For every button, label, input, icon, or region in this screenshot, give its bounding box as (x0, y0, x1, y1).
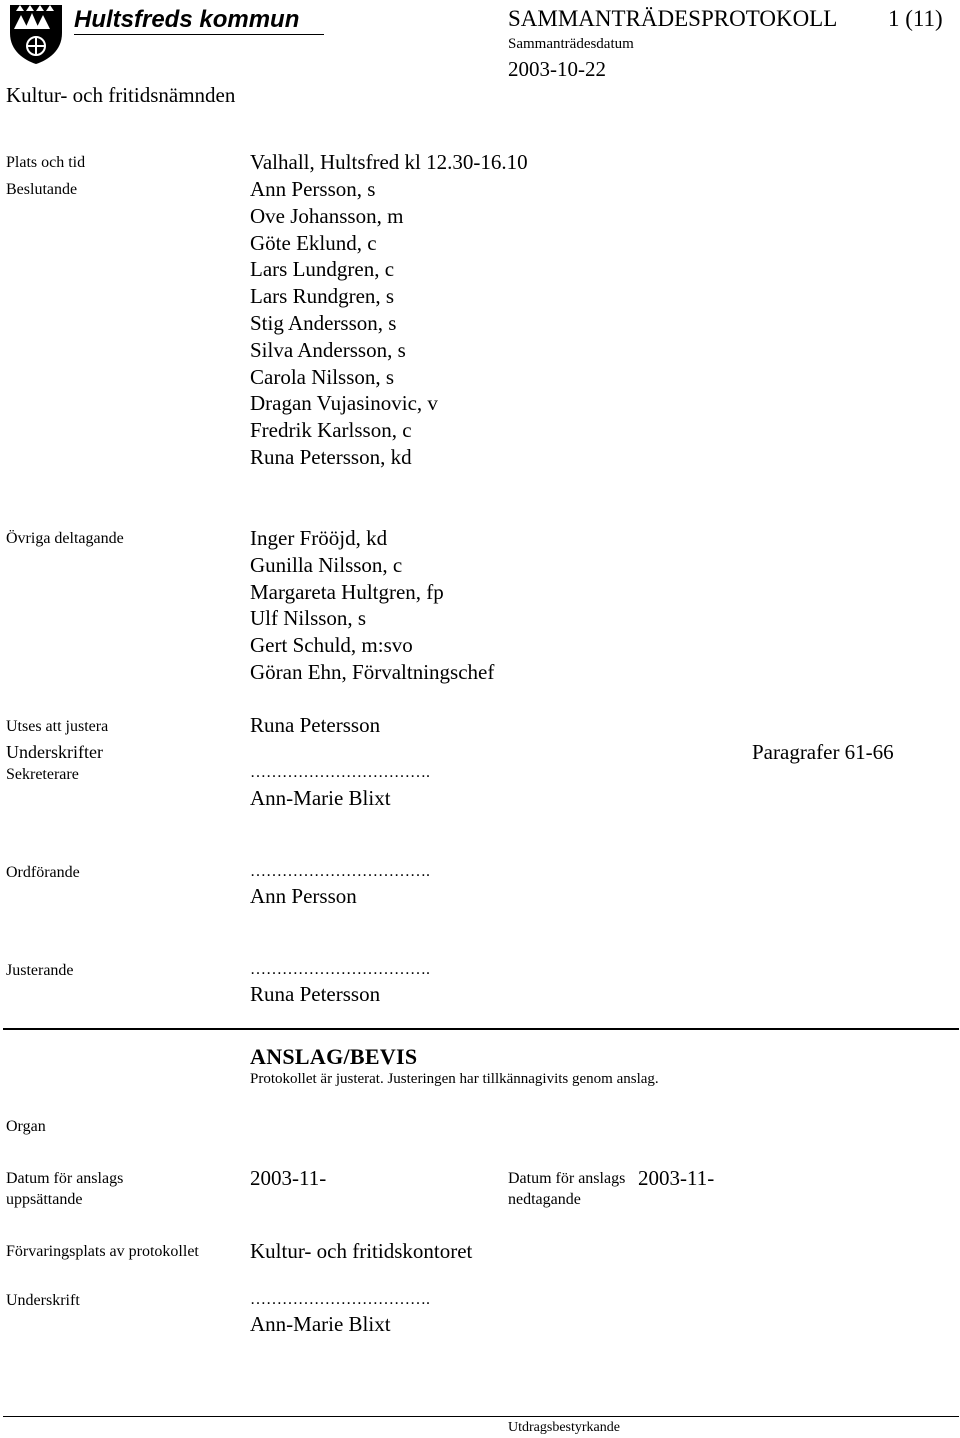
storage-label: Förvaringsplats av protokollet (6, 1243, 199, 1260)
removed-date-label-1: Datum för anslags (508, 1170, 626, 1187)
justifier-name: Runa Petersson (250, 982, 381, 1006)
signatures-label: Underskrifter (6, 742, 103, 762)
document-type: SAMMANTRÄDESPROTOKOLL (508, 6, 838, 31)
list-item: Margareta Hultgren, fp (250, 579, 444, 604)
list-item: Lars Rundgren, s (250, 284, 395, 309)
chair-label: Ordförande (6, 864, 80, 881)
logo-underline (74, 34, 324, 35)
secretary-name: Ann-Marie Blixt (250, 786, 391, 810)
municipality-name: Hultsfreds kommun (74, 6, 300, 33)
list-item: Ove Johansson, m (250, 203, 404, 228)
list-item: Gert Schuld, m:svo (250, 633, 413, 658)
organ-label: Organ (6, 1118, 46, 1135)
chair-signature-line: ……………………………. (250, 863, 430, 880)
list-item: Gunilla Nilsson, c (250, 552, 403, 577)
list-item: Carola Nilsson, s (250, 364, 395, 389)
list-item: Ann Persson, s (250, 177, 376, 201)
place-label: Plats och tid (6, 154, 86, 171)
notice-title: ANSLAG/BEVIS (250, 1044, 418, 1069)
removed-date-label-2: nedtagande (508, 1191, 581, 1208)
coat-of-arms-icon (6, 3, 66, 65)
chair-name: Ann Persson (250, 884, 357, 908)
committee-name: Kultur- och fritidsnämnden (6, 83, 236, 107)
footer-divider (3, 1416, 959, 1417)
municipality-logo (6, 3, 66, 65)
list-item: Ulf Nilsson, s (250, 606, 367, 631)
list-item: Dragan Vujasinovic, v (250, 391, 438, 416)
signature-label: Underskrift (6, 1292, 80, 1309)
secretary-label: Sekreterare (6, 766, 79, 783)
meeting-date-label: Sammanträdesdatum (508, 36, 634, 52)
adjuster-name: Runa Petersson (250, 713, 381, 737)
justifier-label: Justerande (6, 962, 74, 979)
posted-date-label-2: uppsättande (6, 1191, 83, 1208)
signer-name: Ann-Marie Blixt (250, 1312, 391, 1336)
list-item: Fredrik Karlsson, c (250, 418, 412, 443)
secretary-signature-line: ……………………………. (250, 764, 430, 781)
list-item: Stig Andersson, s (250, 310, 397, 335)
decision-label: Beslutande (6, 181, 78, 198)
others-list (250, 525, 494, 686)
list-item: Silva Andersson, s (250, 337, 406, 362)
storage-value: Kultur- och fritidskontoret (250, 1239, 473, 1263)
adjust-label: Utses att justera (6, 718, 109, 735)
list-item: Göte Eklund, c (250, 230, 377, 255)
list-item: Inger Frööjd, kd (250, 526, 388, 550)
notice-signature-line: ……………………………. (250, 1291, 430, 1308)
paragraphs-range: Paragrafer 61-66 (752, 740, 894, 764)
notice-text: Protokollet är justerat. Justeringen har tillkännagivits genom anslag. (250, 1071, 659, 1087)
meeting-date: 2003-10-22 (508, 57, 606, 81)
others-label: Övriga deltagande (6, 530, 124, 547)
decision-makers-list (250, 176, 438, 471)
list-item: Lars Lundgren, c (250, 257, 395, 282)
page-number: 1 (11) (888, 6, 943, 31)
removed-date-value: 2003-11- (638, 1166, 715, 1190)
posted-date-label-1: Datum för anslags (6, 1170, 124, 1187)
section-divider (3, 1028, 959, 1030)
place-value: Valhall, Hultsfred kl 12.30-16.10 (250, 150, 528, 174)
footer-label: Utdragsbestyrkande (508, 1420, 620, 1435)
list-item: Runa Petersson, kd (250, 444, 412, 469)
justifier-signature-line: ……………………………. (250, 961, 430, 978)
list-item: Göran Ehn, Förvaltningschef (250, 659, 495, 684)
posted-date-value: 2003-11- (250, 1166, 327, 1190)
